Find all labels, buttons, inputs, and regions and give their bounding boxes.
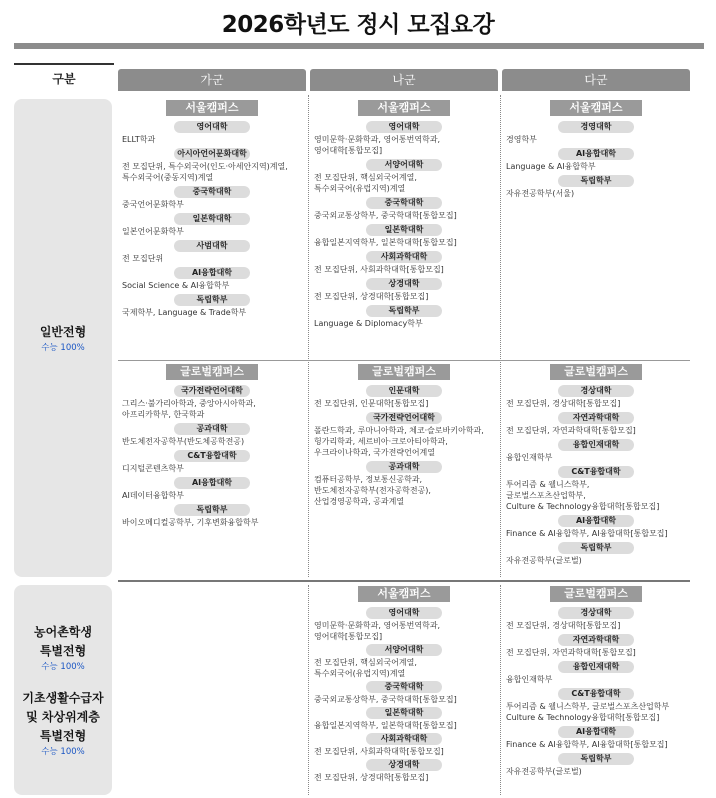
campus-badge: 글로벌캠퍼스 [166,364,258,380]
college-label: 자연과학대학 [558,634,634,646]
department-list: Finance & AI융합학부, AI융합대학[통합모집] [506,740,668,749]
department-list: 자유전공학부(글로벌) [506,556,582,565]
college-label: 영어대학 [174,121,250,133]
college-label: AI융합대학 [558,148,634,160]
cell-na-seoul [310,100,498,332]
department-list: 일본언어문화학부 [122,227,184,236]
department-list: 전 모집단위, 사회과학대학[통합모집] [314,747,444,756]
row-title-welfare-3: 특별전형 [39,729,87,743]
department-list: 그리스·불가리아학과, 중앙아시아학과, 아프리카학부, 한국학과 [122,399,256,419]
department-list: 투어리즘 & 웰니스학부, 글로벌스포츠산업학부, Culture & Technology융합대학[통합모집] [506,480,660,511]
college-label: AI융합대학 [558,726,634,738]
campus-badge: 서울캠퍼스 [550,100,642,116]
divider-campus [118,360,690,361]
department-list: 전 모집단위, 인문대학[통합모집] [314,399,429,408]
cell-da-global [502,364,690,569]
department-list: 중국외교통상학부, 중국학대학[통합모집] [314,211,457,220]
campus-badge: 서울캠퍼스 [166,100,258,116]
department-list: 자유전공학부(글로벌) [506,767,582,776]
department-list: 국제학부, Language & Trade학부 [122,308,247,317]
row-label-general [14,99,112,577]
department-list: Language & Diplomacy학부 [314,319,423,328]
college-label: AI융합대학 [174,267,250,279]
row-subtitle-general: 수능 100% [41,343,85,353]
department-list: 융합인재학부 [506,675,553,684]
department-list: 바이오메디컬공학부, 기후변화융합학부 [122,518,259,527]
college-label: 독립학부 [366,305,442,317]
college-label: 사범대학 [174,240,250,252]
department-list: 전 모집단위, 상경대학[통합모집] [314,292,429,301]
college-label: 일본학대학 [174,213,250,225]
department-list: Social Science & AI융합학부 [122,281,230,290]
college-label: 중국학대학 [366,197,442,209]
row-subtitle-welfare: 수능 100% [41,747,85,757]
department-list: Finance & AI융합학부, AI융합대학[통합모집] [506,529,668,538]
department-list: 중국외교통상학부, 중국학대학[통합모집] [314,695,457,704]
college-label: 중국학대학 [174,186,250,198]
college-label: 인문대학 [366,385,442,397]
divider-special-na-da [500,585,501,795]
row-title-welfare-2: 및 차상위계층 [26,710,100,724]
department-list: 영미문학·문화학과, 영어통번역학과, 영어대학[통합모집] [314,621,441,641]
divider-special-ga-na [308,585,309,795]
college-label: 경상대학 [558,607,634,619]
department-list: 융합일본지역학부, 일본학대학[통합모집] [314,238,457,247]
cell-ga-seoul [118,100,306,321]
college-label: C&T융합대학 [174,450,250,462]
department-list: Language & AI융합학부 [506,162,596,171]
department-list: 전 모집단위, 핵심외국어계열, 특수외국어(유럽지역)계열 [314,173,417,193]
college-label: 공과대학 [366,461,442,473]
row-label-special [14,585,112,795]
college-label: AI융합대학 [558,515,634,527]
department-list: 전 모집단위, 자연과학대학[통합모집] [506,648,636,657]
department-list: 전 모집단위, 자연과학대학[통합모집] [506,426,636,435]
cell-da-seoul [502,100,690,202]
row-title-general: 일반전형 [39,325,87,339]
college-label: 일본학대학 [366,707,442,719]
header-col-ga: 가군 [118,69,306,91]
college-label: 융합인재대학 [558,439,634,451]
college-label: 독립학부 [174,294,250,306]
college-label: 국가전략언어대학 [174,385,250,397]
campus-badge: 서울캠퍼스 [358,586,450,602]
college-label: 자연과학대학 [558,412,634,424]
campus-badge: 글로벌캠퍼스 [550,586,642,602]
department-list: AI데이터융합학부 [122,491,184,500]
college-label: 사회과학대학 [366,733,442,745]
department-list: 전 모집단위, 상경대학[통합모집] [314,773,429,782]
divider-ga-na [308,95,309,577]
college-label: 상경대학 [366,278,442,290]
department-list: 컴퓨터공학부, 정보통신공학과, 반도체전자공학부(전자공학전공), 산업경영공학과, 공과계열 [314,475,431,506]
department-list: 융합인재학부 [506,453,553,462]
header-col-na: 나군 [310,69,498,91]
college-label: 사회과학대학 [366,251,442,263]
college-label: 독립학부 [558,542,634,554]
college-label: 경상대학 [558,385,634,397]
row-title-rural-1: 농어촌학생 [34,625,92,639]
college-label: 공과대학 [174,423,250,435]
campus-badge: 글로벌캠퍼스 [550,364,642,380]
department-list: 전 모집단위, 경상대학[통합모집] [506,399,621,408]
college-label: 영어대학 [366,607,442,619]
title-divider [14,43,704,49]
college-label: 국가전략언어대학 [366,412,442,424]
row-subtitle-rural: 수능 100% [41,662,85,672]
department-list: 경영학부 [506,135,537,144]
department-list: 영미문학·문화학과, 영어통번역학과, 영어대학[통합모집] [314,135,441,155]
college-label: 서양어대학 [366,159,442,171]
college-label: 영어대학 [366,121,442,133]
college-label: 독립학부 [558,175,634,187]
cell-na-global [310,364,498,510]
header-category: 구분 [52,72,76,86]
cell-special-na-seoul [310,586,498,783]
divider-na-da [500,95,501,577]
department-list: 디지털콘텐츠학부 [122,464,184,473]
department-list: 전 모집단위, 경상대학[통합모집] [506,621,621,630]
college-label: C&T융합대학 [558,688,634,700]
college-label: 융합인재대학 [558,661,634,673]
department-list: 폴란드학과, 루마니아학과, 체코·슬로바키아학과, 헝가리학과, 세르비아·크로아티아학과, 우크라이나학과, 국가전략언어계열 [314,426,484,457]
college-label: 독립학부 [558,753,634,765]
cell-special-da-global [502,586,690,780]
department-list: 자유전공학부(서울) [506,189,575,198]
department-list: 중국언어문화학부 [122,200,184,209]
college-label: 일본학대학 [366,224,442,236]
department-list: 반도체전자공학부(반도체공학전공) [122,437,245,446]
college-label: C&T융합대학 [558,466,634,478]
department-list: 전 모집단위, 핵심외국어계열, 특수외국어(유럽지역)계열 [314,658,417,678]
campus-badge: 글로벌캠퍼스 [358,364,450,380]
college-label: 경영대학 [558,121,634,133]
header-rule [14,63,114,65]
department-list: 전 모집단위 [122,254,164,263]
department-list: 전 모집단위, 특수외국어(인도·아세안지역)계열, 특수외국어(중동지역)계열 [122,162,288,182]
campus-badge: 서울캠퍼스 [358,100,450,116]
divider-row [118,580,690,582]
department-list: 투어리즘 & 웰니스학부, 글로벌스포츠산업학부 Culture & Technology융합대학[통합모집] [506,702,670,722]
college-label: 상경대학 [366,759,442,771]
row-title-rural-2: 특별전형 [39,644,87,658]
college-label: 독립학부 [174,504,250,516]
cell-ga-global [118,364,306,531]
college-label: 아시아언어문화대학 [174,148,250,160]
department-list: 융합일본지역학부, 일본학대학[통합모집] [314,721,457,730]
page-title: 2026학년도 정시 모집요강 [221,12,495,38]
college-label: AI융합대학 [174,477,250,489]
college-label: 중국학대학 [366,681,442,693]
department-list: 전 모집단위, 사회과학대학[통합모집] [314,265,444,274]
college-label: 서양어대학 [366,644,442,656]
row-title-welfare-1: 기초생활수급자 [22,691,104,705]
header-col-da: 다군 [502,69,690,91]
department-list: ELLT학과 [122,135,156,144]
